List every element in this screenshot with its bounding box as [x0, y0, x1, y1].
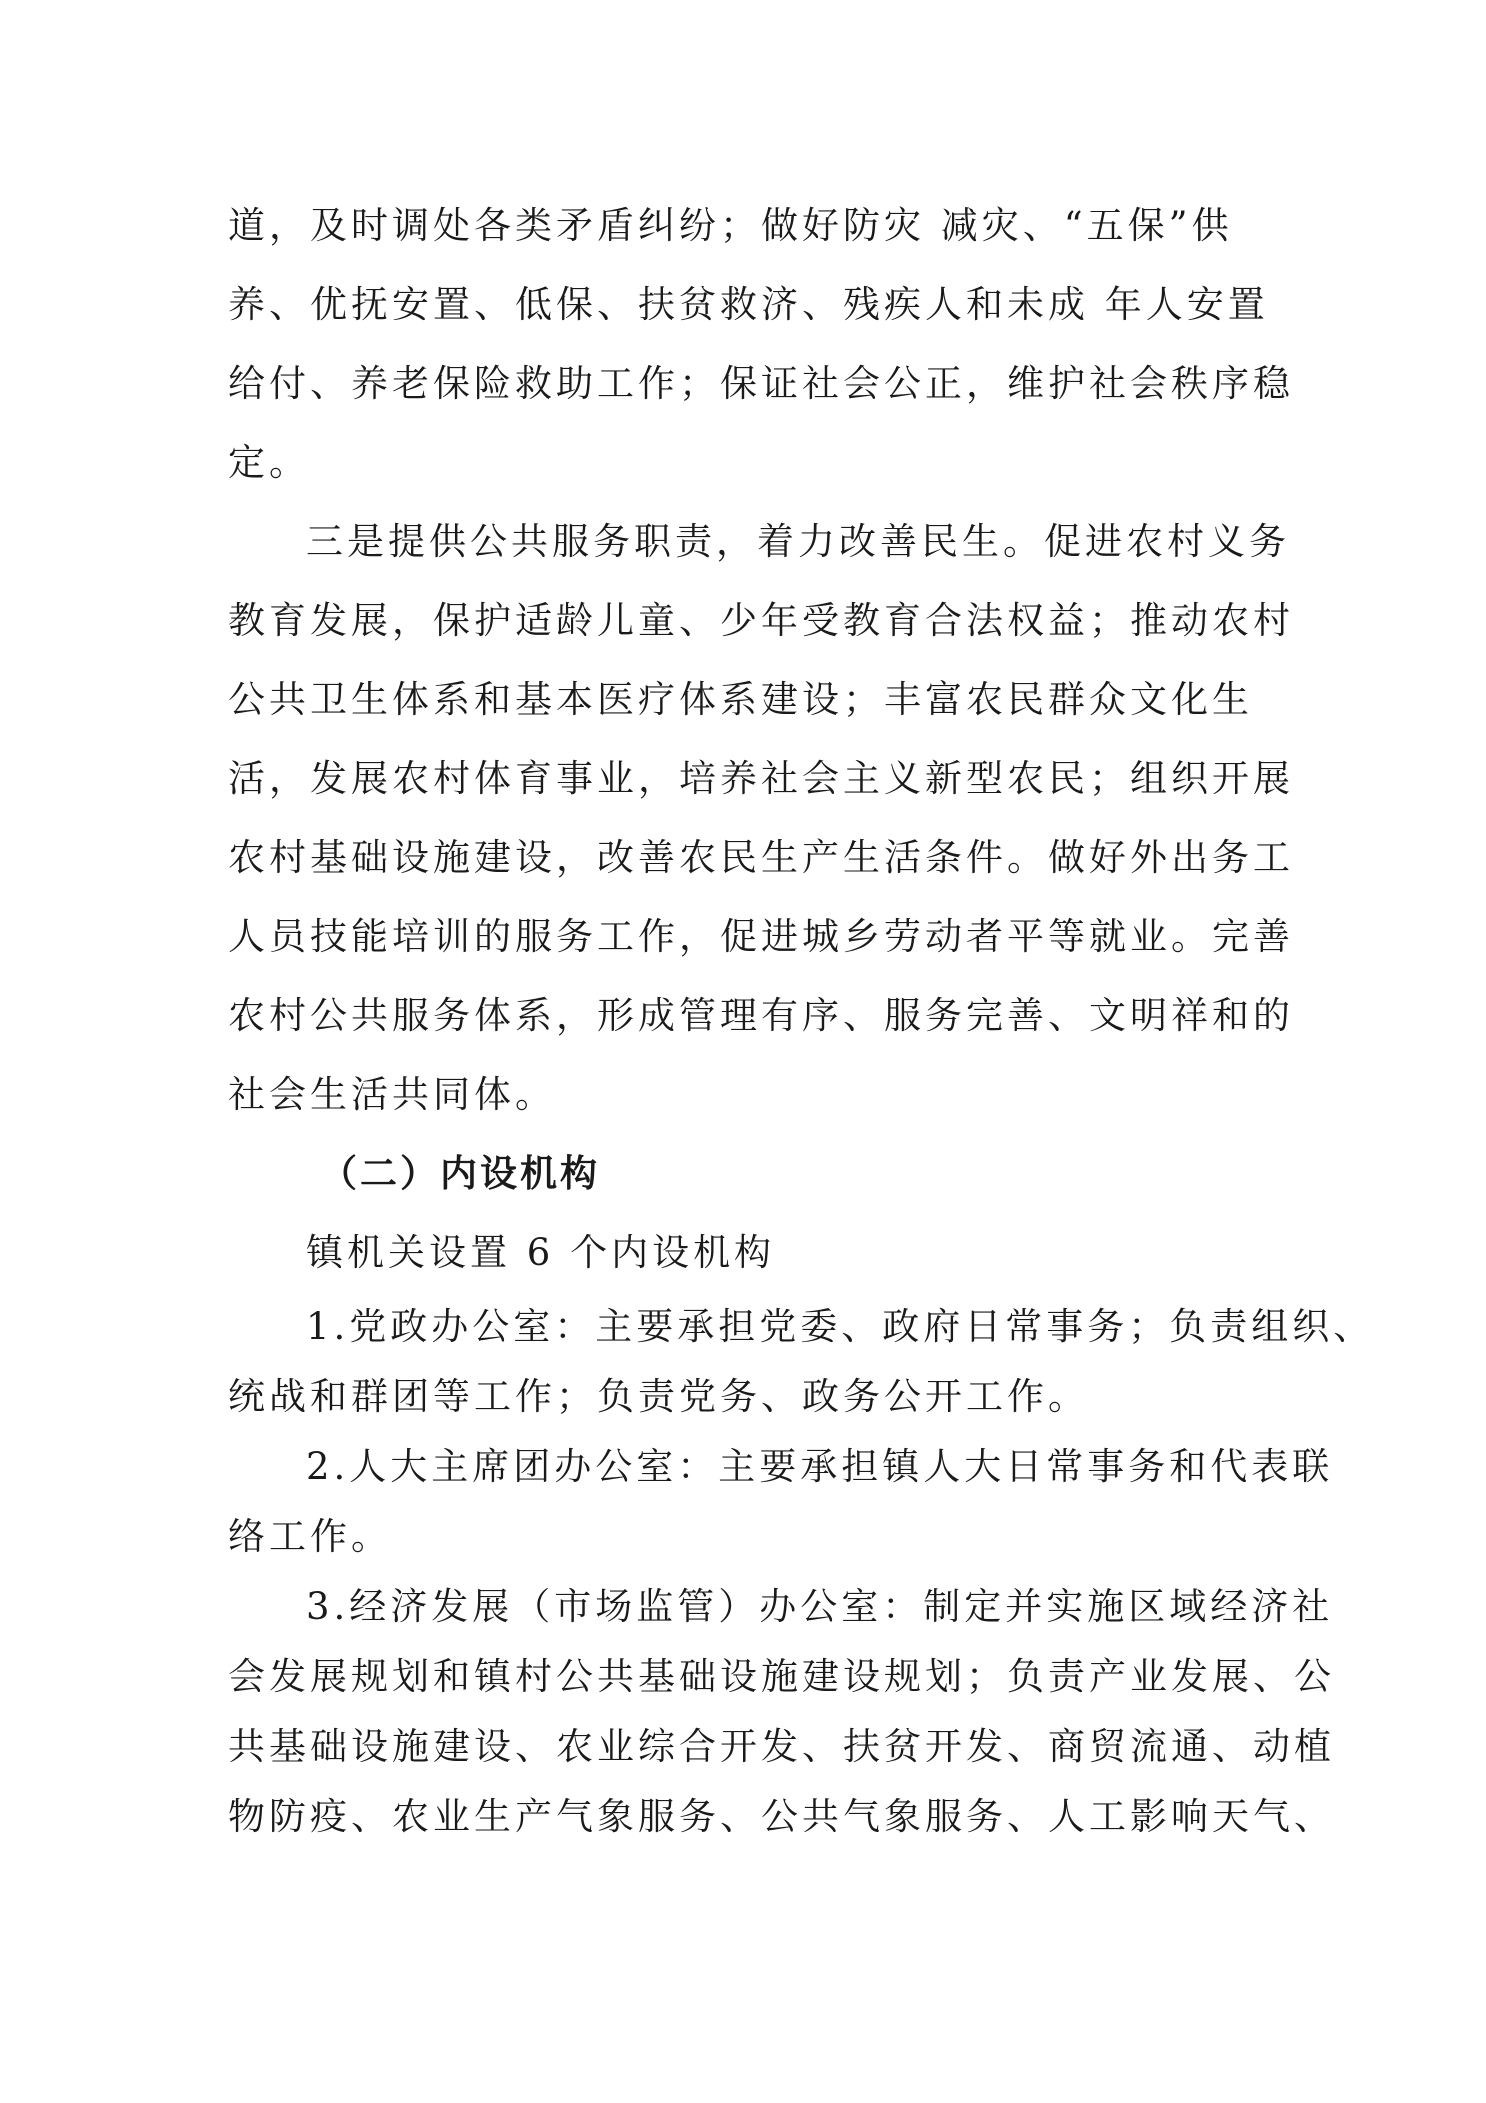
paragraph-public-services: [228, 502, 1294, 1134]
text-line: 道，及时调处各类矛盾纠纷；做好防灾 减灾、“五保”供: [228, 204, 1233, 247]
paragraph-public-safety: [228, 186, 1294, 502]
text-line: 络工作。: [228, 1515, 392, 1558]
text-line: 1.党政办公室：主要承担党委、政府日常事务；负责组织、: [306, 1305, 1375, 1348]
list-item-congress-office: [228, 1432, 1334, 1572]
text-line: 物防疫、农业生产气象服务、公共气象服务、人工影响天气、: [228, 1795, 1335, 1838]
text-line: 社会生活共同体。: [228, 1073, 556, 1116]
document-body: [228, 186, 1375, 1852]
text-line: 三是提供公共服务职责，着力改善民生。促进农村义务: [306, 520, 1290, 563]
text-line: 3.经济发展（市场监管）办公室：制定并实施区域经济社: [306, 1585, 1334, 1628]
text-line: 定。: [228, 441, 310, 484]
text-line: 养、优抚安置、低保、扶贫救济、残疾人和未成 年人安置: [228, 283, 1269, 326]
section-heading: （二）内设机构: [320, 1152, 600, 1195]
list-item-economic-office: [228, 1572, 1335, 1852]
intro-line: 镇机关设置 6 个内设机构: [306, 1231, 776, 1274]
text-line: 农村基础设施建设，改善农民生产生活条件。做好外出务工: [228, 836, 1294, 879]
list-item-party-office: [228, 1292, 1375, 1432]
text-line: 教育发展，保护适龄儿童、少年受教育合法权益；推动农村: [228, 599, 1294, 642]
text-line: 共基础设施建设、农业综合开发、扶贫开发、商贸流通、动植: [228, 1725, 1335, 1768]
text-line: 人员技能培训的服务工作，促进城乡劳动者平等就业。完善: [228, 915, 1294, 958]
text-line: 农村公共服务体系，形成管理有序、服务完善、文明祥和的: [228, 994, 1294, 1037]
text-line: 统战和群团等工作；负责党务、政务公开工作。: [228, 1375, 1089, 1418]
text-line: 活，发展农村体育事业，培养社会主义新型农民；组织开展: [228, 757, 1294, 800]
text-line: 会发展规划和镇村公共基础设施建设规划；负责产业发展、公: [228, 1655, 1335, 1698]
text-line: 2.人大主席团办公室：主要承担镇人大日常事务和代表联: [306, 1445, 1334, 1488]
text-line: 公共卫生体系和基本医疗体系建设；丰富农民群众文化生: [228, 678, 1253, 721]
text-line: 给付、养老保险救助工作；保证社会公正，维护社会秩序稳: [228, 362, 1294, 405]
